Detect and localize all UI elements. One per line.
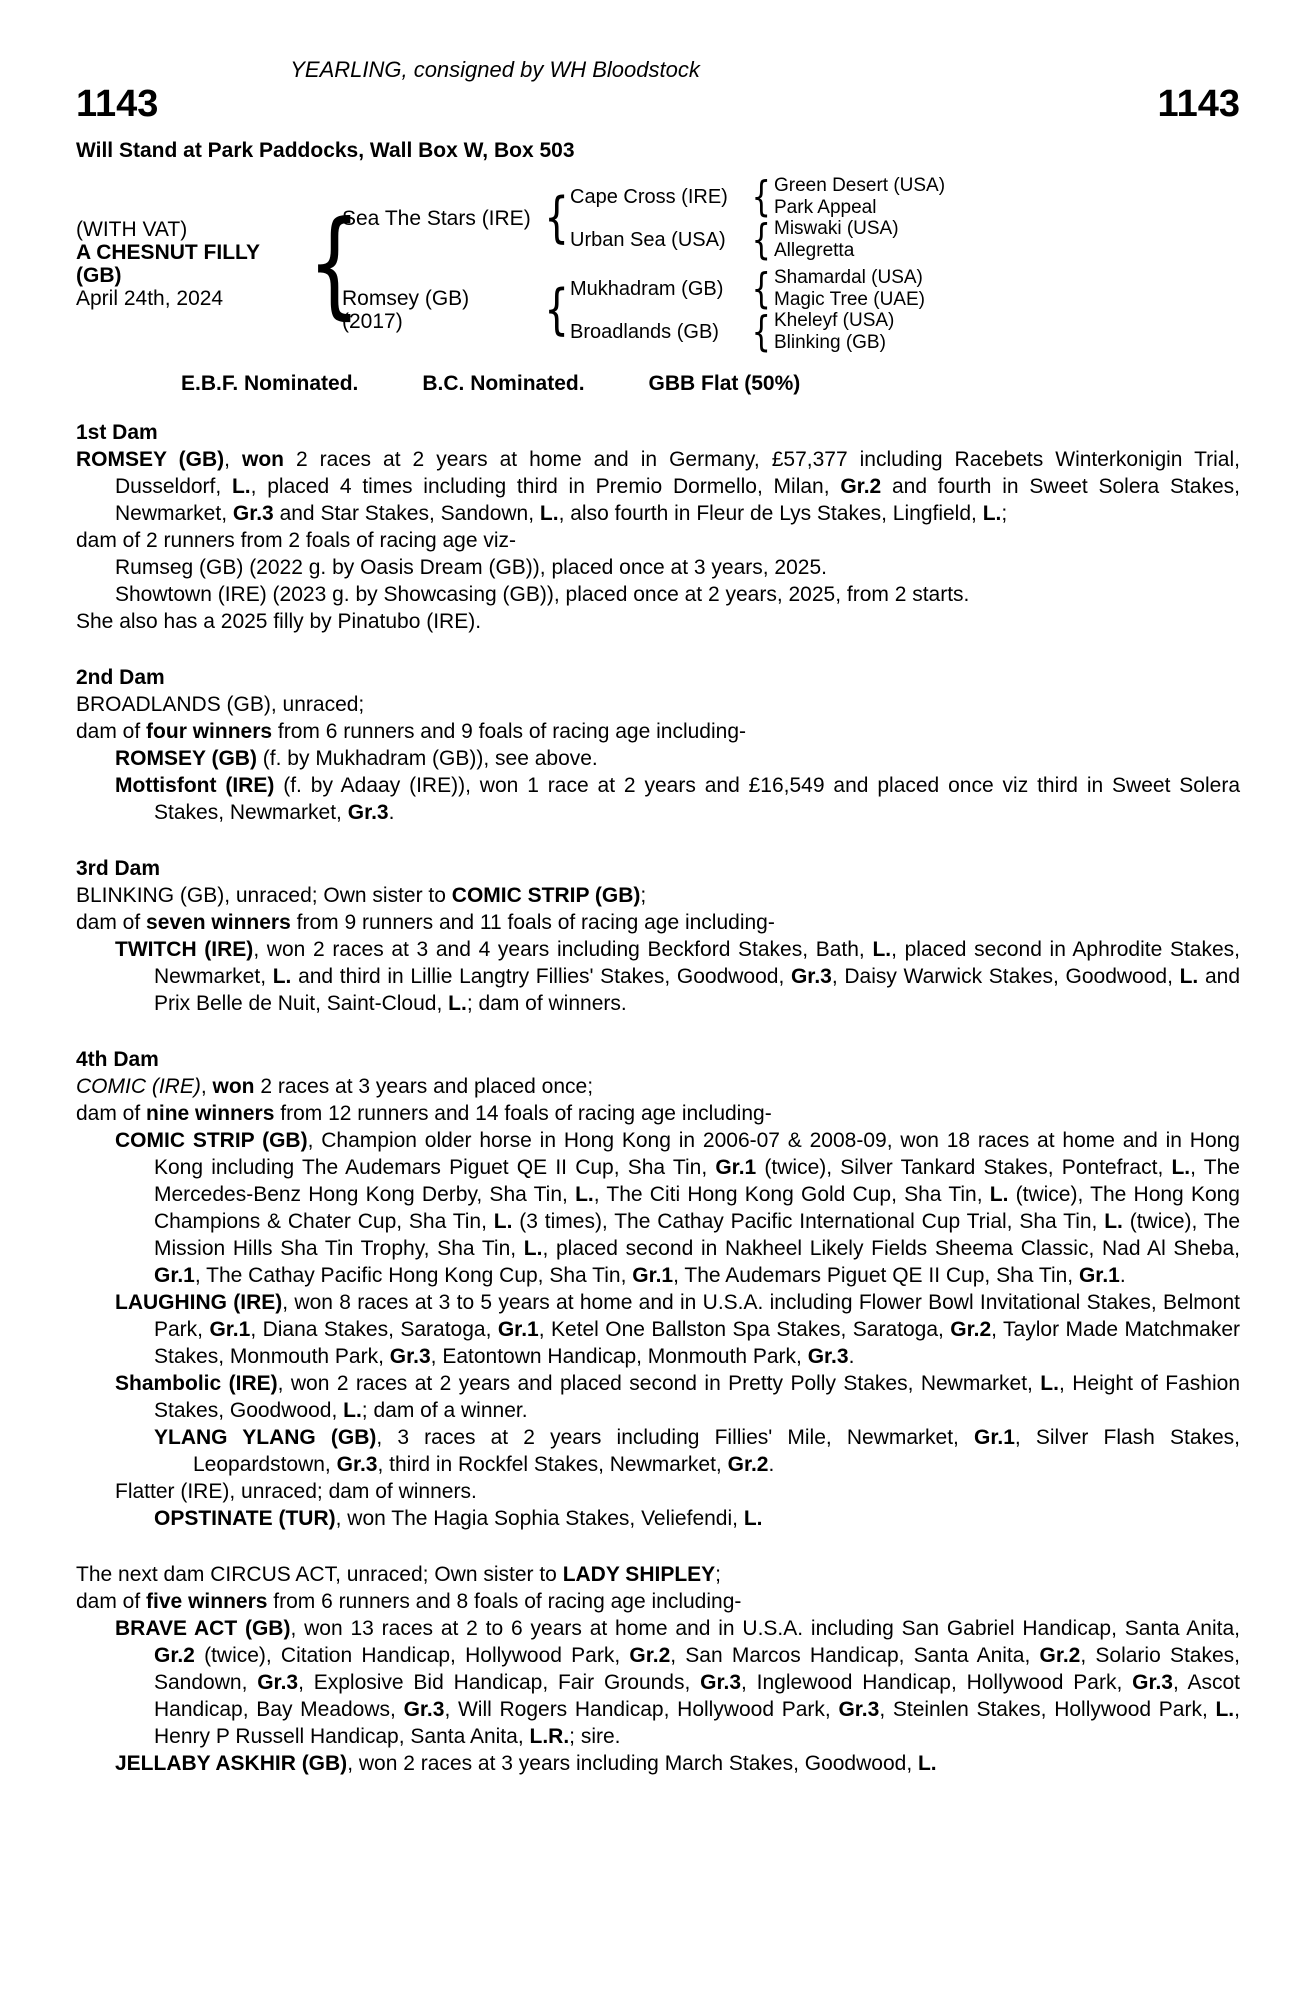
- body-text: and Star Stakes, Sandown,: [273, 502, 540, 525]
- dam-dam-parents: [774, 310, 894, 353]
- body-text: , Will Rogers Handicap, Hollywood Park,: [444, 1698, 839, 1721]
- black-type-text: L.: [1040, 1372, 1059, 1395]
- body-text: , won 2 races at 3 years including March Stakes, Goodwood,: [347, 1752, 918, 1775]
- black-type-text: Gr.1: [1078, 1264, 1120, 1287]
- pedigree-brace-sire: {: [544, 186, 569, 250]
- body-text: , The Audemars Piguet QE II Cup, Sha Tin,: [673, 1264, 1079, 1287]
- section-heading: 3rd Dam: [76, 857, 161, 880]
- body-text: , won 2 races at 3 and 4 years including Beckford Stakes, Bath,: [253, 938, 873, 961]
- sire-sire-branch: [570, 171, 946, 221]
- catalog-paragraph: [76, 909, 1240, 936]
- black-type-text: Shambolic (IRE): [115, 1372, 278, 1395]
- body-text: , The Cathay Pacific Hong Kong Cup, Sha Tin,: [194, 1264, 633, 1287]
- black-type-text: L.: [448, 992, 467, 1015]
- section-heading: 1st Dam: [76, 421, 158, 444]
- black-type-text: COMIC STRIP (GB): [115, 1129, 308, 1152]
- body-text: , third in Rockfel Stakes, Newmarket,: [377, 1453, 728, 1476]
- body-text: , won The Hagia Sophia Stakes, Veliefendi,: [335, 1507, 744, 1530]
- lot-number-right: 1143: [1157, 83, 1240, 125]
- body-text: (f. by Adaay (IRE)), won 1 race at 2 years and £16,549 and placed once viz third in Sweet Solera Stakes, Newmarket,: [154, 774, 1240, 824]
- body-text: The next dam CIRCUS ACT, unraced; Own sister to: [76, 1563, 563, 1586]
- black-type-text: L.: [1215, 1698, 1235, 1721]
- foal-date: April 24th, 2024: [76, 287, 224, 310]
- black-type-text: TWITCH (IRE): [115, 938, 254, 961]
- body-text: (twice), Citation Handicap, Hollywood Park,: [194, 1644, 630, 1667]
- catalog-paragraph: [76, 1100, 1240, 1127]
- catalog-paragraph: [76, 1289, 1240, 1370]
- black-type-text: L.: [982, 502, 1002, 525]
- body-text: (twice), The Hong Kong Champions & Chater Cup, Sha Tin,: [154, 1183, 1240, 1233]
- black-type-text: L.: [1179, 965, 1199, 988]
- ancestor-name: Kheleyf (USA): [774, 310, 895, 331]
- vat-note: (WITH VAT): [76, 218, 188, 241]
- black-type-text: LAUGHING (IRE): [115, 1291, 283, 1314]
- catalog-paragraph: [76, 1370, 1240, 1424]
- black-type-text: five winners: [146, 1590, 268, 1613]
- pedigree-brace-dam: {: [544, 278, 569, 342]
- body-text: (twice), The Mission Hills Sha Tin Trophy, Sha Tin,: [154, 1210, 1240, 1260]
- black-type-text: won: [241, 448, 284, 471]
- body-text: , The Citi Hong Kong Gold Cup, Sha Tin,: [593, 1183, 990, 1206]
- catalog-paragraph: [76, 936, 1240, 1017]
- black-type-text: L.: [743, 1507, 763, 1530]
- black-type-text: Gr.2: [840, 475, 882, 498]
- body-text: , also fourth in Fleur de Lys Stakes, Lingfield,: [558, 502, 983, 525]
- body-text: (f. by Mukhadram (GB)), see above.: [256, 747, 598, 770]
- dam-parents-column: [570, 263, 925, 356]
- black-type-text: Gr.3: [700, 1671, 742, 1694]
- body-text: ;: [640, 884, 647, 907]
- dam-sire-parents: [774, 267, 925, 310]
- body-text: dam of: [76, 911, 147, 934]
- dam-branch: [342, 263, 945, 356]
- body-text: ;: [1001, 502, 1008, 525]
- body-text: , placed second in Nakheel Likely Fields Sheema Classic, Nad Al Sheba,: [542, 1237, 1240, 1260]
- body-text: , placed 4 times including third in Premio Dormello, Milan,: [250, 475, 841, 498]
- pedigree-brace-sire-dam: {: [751, 214, 771, 264]
- body-text: She also has a 2025 filly by Pinatubo (IRE).: [76, 610, 482, 633]
- ancestor-name: Allegretta: [774, 239, 855, 261]
- black-type-text: Gr.1: [497, 1318, 539, 1341]
- black-type-text: seven winners: [146, 911, 291, 934]
- black-type-text: Gr.3: [347, 801, 389, 824]
- consignor-line: YEARLING, consigned by WH Bloodstock: [290, 57, 700, 82]
- black-type-text: Gr.2: [1039, 1644, 1081, 1667]
- dam-sire-name: Mukhadram (GB): [570, 277, 724, 300]
- black-type-text: L.: [493, 1210, 513, 1233]
- catalog-paragraph: [76, 772, 1240, 826]
- catalog-paragraph: [76, 1478, 1240, 1505]
- black-type-text: L.: [539, 502, 559, 525]
- body-text: Showtown (IRE) (2023 g. by Showcasing (GB)), placed once at 2 years, 2025, from 2 starts.: [115, 583, 970, 606]
- black-type-text: L.: [343, 1399, 362, 1422]
- body-text: 2 races at 3 years and placed once;: [254, 1075, 594, 1098]
- lot-number-row: [76, 83, 1240, 125]
- black-type-text: L.R.: [529, 1725, 570, 1748]
- body-text: (3 times), The Cathay Pacific International Cup Trial, Sha Tin,: [512, 1210, 1105, 1233]
- dam-dam-name: Broadlands (GB): [570, 320, 719, 343]
- black-type-text: LADY SHIPLEY: [562, 1563, 716, 1586]
- sire-name: Sea The Stars (IRE): [342, 206, 531, 230]
- black-type-text: Gr.3: [389, 1345, 431, 1368]
- sire-sire-name: Cape Cross (IRE): [570, 185, 728, 208]
- black-type-text: L.: [917, 1752, 937, 1775]
- black-type-text: OPSTINATE (TUR): [154, 1507, 336, 1530]
- catalog-paragraph: [76, 1127, 1240, 1289]
- black-type-text: Gr.3: [257, 1671, 299, 1694]
- body-text: , 3 races at 2 years including Fillies' Mile, Newmarket,: [376, 1426, 975, 1449]
- black-type-text: Gr.3: [838, 1698, 880, 1721]
- lot-number-left: 1143: [76, 83, 159, 125]
- body-text: , Steinlen Stakes, Hollywood Park,: [879, 1698, 1216, 1721]
- body-text: ,: [200, 1075, 213, 1098]
- body-text: , Ketel One Ballston Spa Stakes, Saratoga,: [538, 1318, 951, 1341]
- pedigree-brace-dam-dam: {: [751, 306, 771, 356]
- sire-dam-branch: [570, 214, 945, 264]
- black-type-text: L.: [575, 1183, 594, 1206]
- catalog-paragraph: [76, 718, 1240, 745]
- black-type-text: L.: [272, 965, 292, 988]
- black-type-text: Gr.1: [715, 1156, 757, 1179]
- dam-name-block: [342, 287, 540, 333]
- body-text: , Height of Fashion Stakes, Goodwood,: [154, 1372, 1240, 1422]
- section-heading: 4th Dam: [76, 1048, 159, 1071]
- stand-location-line: Will Stand at Park Paddocks, Wall Box W, Box 503: [76, 139, 575, 162]
- catalog-paragraph: [76, 554, 1240, 581]
- sire-branch: [342, 171, 946, 264]
- body-text: , placed second in Aphrodite Stakes, Newmarket,: [154, 938, 1240, 988]
- ancestor-name: Shamardal (USA): [774, 267, 923, 288]
- body-text: , Taylor Made Matchmaker Stakes, Monmouth Park,: [154, 1318, 1240, 1368]
- gbb-scheme: GBB Flat (50%): [648, 372, 801, 395]
- body-text: and fourth in Sweet Solera Stakes, Newmarket,: [115, 475, 1240, 525]
- black-type-text: ROMSEY (GB): [115, 747, 257, 770]
- black-type-text: ROMSEY (GB): [76, 448, 225, 471]
- pedigree-brace-dam-sire: {: [751, 263, 771, 313]
- body-text: , won 8 races at 3 to 5 years at home and in U.S.A. including Flower Bowl Invitational Stakes, Belmont Park,: [154, 1291, 1240, 1341]
- black-type-text: nine winners: [146, 1102, 275, 1125]
- sire-parents-column: [570, 171, 946, 264]
- body-text: from 6 runners and 9 foals of racing age including-: [272, 720, 746, 743]
- body-text: , San Marcos Handicap, Santa Anita,: [670, 1644, 1040, 1667]
- black-type-text: won: [212, 1075, 255, 1098]
- black-type-text: Gr.1: [974, 1426, 1015, 1449]
- subject-block: [76, 218, 302, 310]
- section-heading: 2nd Dam: [76, 666, 165, 689]
- catalog-paragraph: [76, 745, 1240, 772]
- black-type-text: L.: [231, 475, 251, 498]
- body-text: and third in Lillie Langtry Fillies' Stakes, Goodwood,: [291, 965, 791, 988]
- ancestor-name: Magic Tree (UAE): [774, 288, 925, 310]
- bc-nomination: B.C. Nominated.: [422, 372, 585, 395]
- catalog-paragraph: [76, 1615, 1240, 1750]
- body-text: , Explosive Bid Handicap, Fair Grounds,: [298, 1671, 701, 1694]
- black-type-text: Gr.3: [232, 502, 274, 525]
- ancestor-name: Miswaki (USA): [774, 218, 899, 239]
- sire-dam-parents: [774, 218, 899, 261]
- body-text: dam of 2 runners from 2 foals of racing age viz-: [76, 529, 517, 552]
- body-text: , Champion older horse in Hong Kong in 2006-07 & 2008-09, won 18 races at home and in Hong Kong including The Audemars Piguet QE II Cup, Sha Tin,: [154, 1129, 1240, 1179]
- pedigree-section: [76, 664, 1240, 826]
- black-type-text: Gr.1: [154, 1264, 195, 1287]
- black-type-text: L.: [1104, 1210, 1123, 1233]
- catalog-paragraph: [76, 691, 1240, 718]
- dam-sire-branch: [570, 263, 925, 313]
- black-type-text: Gr.1: [632, 1264, 674, 1287]
- body-text: .: [388, 801, 395, 824]
- body-text: , won 13 races at 2 to 6 years at home and in U.S.A. including San Gabriel Handicap, Santa Anita,: [290, 1617, 1240, 1640]
- ancestor-name: Green Desert (USA): [774, 175, 946, 196]
- body-text: ;: [715, 1563, 722, 1586]
- dam-year: (2017): [342, 310, 403, 333]
- body-text: , Inglewood Handicap, Hollywood Park,: [741, 1671, 1133, 1694]
- body-text: from 9 runners and 11 foals of racing age including-: [290, 911, 775, 934]
- dam-name: Romsey (GB): [342, 287, 470, 310]
- body-text: Flatter (IRE), unraced; dam of winners.: [115, 1480, 477, 1503]
- pedigree-brace-root: {: [307, 195, 361, 331]
- body-text: , Henry P Russell Handicap, Santa Anita,: [154, 1698, 1240, 1748]
- body-text: , Eatontown Handicap, Monmouth Park,: [430, 1345, 808, 1368]
- body-text: from 12 runners and 14 foals of racing age including-: [274, 1102, 772, 1125]
- black-type-text: Gr.3: [807, 1345, 849, 1368]
- pedigree-section: [76, 855, 1240, 1017]
- sire-dam-name: Urban Sea (USA): [570, 228, 726, 251]
- body-text: 2 races at 2 years at home and in Germany, £57,377 including Racebets Winterkonigin Trial, Dusseldorf,: [115, 448, 1240, 498]
- black-type-text: COMIC STRIP (GB): [451, 884, 641, 907]
- body-text: , Daisy Warwick Stakes, Goodwood,: [831, 965, 1180, 988]
- black-type-text: YLANG YLANG (GB): [154, 1426, 377, 1449]
- pedigree-section: [76, 1046, 1240, 1532]
- black-type-text: Gr.3: [403, 1698, 445, 1721]
- black-type-text: Gr.3: [790, 965, 832, 988]
- body-text: , Silver Flash Stakes, Leopardstown,: [193, 1426, 1241, 1476]
- nominations-row: [76, 370, 1240, 397]
- black-type-text: Gr.3: [336, 1453, 378, 1476]
- black-type-text: Gr.2: [629, 1644, 671, 1667]
- body-text: , Diana Stakes, Saratoga,: [250, 1318, 498, 1341]
- catalog-paragraph: [76, 446, 1240, 527]
- ancestor-name: Blinking (GB): [774, 331, 886, 353]
- body-text: BLINKING (GB), unraced; Own sister to: [76, 884, 452, 907]
- consignor-line-wrap: [76, 56, 914, 83]
- catalog-paragraph: [76, 1588, 1240, 1615]
- body-text: dam of: [76, 1102, 147, 1125]
- catalog-paragraph: [76, 1505, 1240, 1532]
- body-text: , The Mercedes-Benz Hong Kong Derby, Sha Tin,: [154, 1156, 1240, 1206]
- black-type-text: L.: [989, 1183, 1009, 1206]
- catalog-paragraph: [76, 608, 1240, 635]
- body-text: ,: [224, 448, 242, 471]
- pedigree-tree: [76, 172, 1240, 356]
- subject-description: A CHESNUT FILLY (GB): [76, 241, 260, 287]
- black-type-text: Gr.3: [1132, 1671, 1173, 1694]
- body-text: dam of: [76, 1590, 147, 1613]
- catalog-paragraph: [76, 1750, 1240, 1777]
- body-text: .: [1119, 1264, 1126, 1287]
- black-type-text: four winners: [146, 720, 273, 743]
- pedigree-section: [76, 1561, 1240, 1777]
- sire-sire-parents: [774, 175, 945, 218]
- catalog-paragraph: [76, 882, 1240, 909]
- pedigree-section: [76, 419, 1240, 635]
- dam-dam-branch: [570, 306, 925, 356]
- body-text: .: [848, 1345, 855, 1368]
- catalog-paragraph: [76, 527, 1240, 554]
- catalog-paragraph: [76, 581, 1240, 608]
- generation-1-column: [342, 172, 945, 356]
- black-type-text: Gr.2: [727, 1453, 769, 1476]
- pedigree-brace-sire-sire: {: [751, 171, 771, 221]
- body-text: ; dam of a winner.: [361, 1399, 528, 1422]
- black-type-text: JELLABY ASKHIR (GB): [115, 1752, 348, 1775]
- body-text: (twice), Silver Tankard Stakes, Pontefract,: [756, 1156, 1172, 1179]
- body-text: ; sire.: [569, 1725, 621, 1748]
- italic-text: COMIC (IRE): [76, 1075, 201, 1098]
- black-type-text: L.: [1171, 1156, 1191, 1179]
- ancestor-name: Park Appeal: [774, 196, 877, 218]
- black-type-text: L.: [523, 1237, 543, 1260]
- body-text: .: [768, 1453, 775, 1476]
- catalog-paragraph: [76, 1424, 1240, 1478]
- catalog-paragraph: [76, 1073, 1240, 1100]
- body-text: ; dam of winners.: [466, 992, 627, 1015]
- body-text: , Solario Stakes, Sandown,: [154, 1644, 1240, 1694]
- body-text: , won 2 races at 2 years and placed second in Pretty Polly Stakes, Newmarket,: [277, 1372, 1041, 1395]
- body-text: and Prix Belle de Nuit, Saint-Cloud,: [154, 965, 1241, 1015]
- catalog-paragraph: [76, 1561, 1240, 1588]
- body-text: , Ascot Handicap, Bay Meadows,: [154, 1671, 1240, 1721]
- body-text: dam of: [76, 720, 147, 743]
- catalog-body: [76, 419, 1240, 1777]
- body-text: Rumseg (GB) (2022 g. by Oasis Dream (GB)), placed once at 3 years, 2025.: [115, 556, 827, 579]
- body-text: from 6 runners and 8 foals of racing age including-: [267, 1590, 742, 1613]
- black-type-text: Gr.1: [209, 1318, 251, 1341]
- black-type-text: Mottisfont (IRE): [115, 774, 275, 797]
- body-text: BROADLANDS (GB), unraced;: [76, 693, 365, 716]
- black-type-text: Gr.2: [154, 1644, 195, 1667]
- black-type-text: BRAVE ACT (GB): [115, 1617, 291, 1640]
- black-type-text: Gr.2: [950, 1318, 992, 1341]
- ebf-nomination: E.B.F. Nominated.: [181, 372, 359, 395]
- black-type-text: L.: [872, 938, 892, 961]
